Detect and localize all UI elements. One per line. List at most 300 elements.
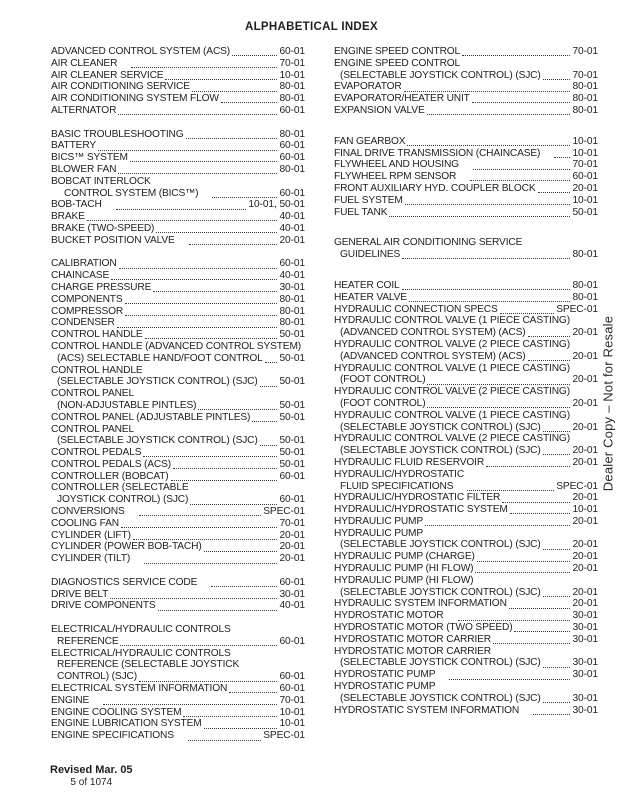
index-entry: [334, 634, 598, 646]
index-entry: [51, 199, 305, 211]
entry-term: FRONT AUXILIARY HYD. COUPLER BLOCK: [334, 182, 536, 194]
dot-leader: [133, 539, 278, 540]
index-entry: [51, 81, 305, 93]
index-entry: [334, 669, 598, 681]
index-entry: [334, 681, 598, 693]
dot-leader: [212, 197, 277, 198]
entry-page: 20-01: [572, 327, 598, 339]
dot-leader: [192, 91, 278, 92]
index-entry: [51, 435, 305, 447]
entry-page: 60-01: [279, 258, 305, 270]
entry-term: HEATER COIL: [334, 279, 400, 291]
dot-leader: [509, 608, 571, 609]
entry-page: 30-01: [572, 669, 598, 681]
dot-leader: [500, 313, 555, 314]
index-entry: [51, 235, 305, 247]
spacer-row: [51, 565, 305, 577]
index-entry: [334, 457, 598, 469]
index-entry: [334, 481, 598, 493]
dot-leader: [165, 79, 277, 80]
index-entry: [51, 730, 305, 742]
dot-leader: [409, 301, 571, 302]
index-entry: [334, 657, 598, 669]
entry-page: 20-01: [572, 456, 598, 468]
entry-term: CHAINCASE: [51, 270, 110, 282]
entry-page: 60-01: [279, 46, 305, 57]
entry-term: FUEL TANK: [334, 206, 388, 218]
dot-leader: [130, 161, 278, 162]
entry-page: 40-01: [279, 270, 305, 282]
entry-page: 50-01: [279, 399, 305, 411]
entry-term: COMPONENTS: [51, 293, 123, 305]
index-column-left: [51, 46, 305, 742]
entry-page: 80-01: [279, 317, 305, 329]
index-entry: [51, 518, 305, 530]
index-entry: [51, 600, 305, 612]
dot-leader: [131, 67, 277, 68]
dot-leader: [543, 667, 571, 668]
entry-term: HYDROSTATIC PUMP: [334, 669, 436, 681]
entry-term: BICS™ SYSTEM: [51, 152, 128, 164]
entry-term: CONTROL PEDALS: [51, 447, 142, 459]
entry-page: 60-01: [279, 635, 305, 647]
dot-leader: [118, 114, 277, 115]
entry-page: 20-01: [572, 563, 598, 575]
dot-leader: [427, 407, 570, 408]
entry-term: CYLINDER (LIFT): [51, 529, 131, 541]
index-entry: [51, 365, 305, 377]
entry-term: (ACS) SELECTABLE HAND/FOOT CONTROL: [57, 352, 263, 364]
entry-term: (SELECTABLE JOYSTICK CONTROL) (SJC): [57, 376, 258, 388]
index-entry: [334, 575, 598, 587]
dot-leader: [402, 258, 570, 259]
entry-term: HYDROSTATIC MOTOR CARRIER: [334, 633, 491, 645]
entry-term: CALIBRATION: [51, 258, 117, 270]
dot-leader: [404, 91, 571, 92]
dot-leader: [449, 679, 570, 680]
entry-term: CONTROL HANDLE (ADVANCED CONTROL SYSTEM): [51, 340, 302, 352]
entry-term: CONTROLLER (BOBCAT): [51, 470, 169, 482]
dot-leader: [252, 421, 277, 422]
entry-page: 30-01: [572, 622, 598, 634]
index-entry: [334, 327, 598, 339]
index-entry: [334, 351, 598, 363]
entry-term: BATTERY: [51, 140, 96, 152]
index-entry: [334, 528, 598, 540]
entry-page: 60-01: [279, 671, 305, 683]
entry-page: 20-01: [279, 541, 305, 553]
index-entry: [334, 504, 598, 516]
entry-page: 80-01: [572, 81, 598, 93]
dot-leader: [153, 291, 277, 292]
entry-term: HYDRAULIC PUMP: [334, 515, 424, 527]
dot-leader: [475, 572, 570, 573]
entry-term: HYDROSTATIC MOTOR: [334, 610, 444, 622]
entry-term: BLOWER FAN: [51, 163, 117, 175]
entry-page: 50-01: [279, 458, 305, 470]
entry-term: ENGINE LUBRICATION SYSTEM: [51, 718, 202, 730]
index-entry: [334, 136, 598, 148]
entry-page: 50-01: [279, 352, 305, 364]
index-entry: [334, 46, 598, 58]
dot-leader: [171, 480, 278, 481]
index-entry: [51, 329, 305, 341]
index-entry: [51, 282, 305, 294]
entry-term: HYDRAULIC SYSTEM INFORMATION: [334, 598, 507, 610]
index-entry: [51, 671, 305, 683]
index-entry: [334, 516, 598, 528]
entry-term: (SELECTABLE JOYSTICK CONTROL) (SJC): [340, 586, 541, 598]
dot-leader: [265, 362, 278, 363]
entry-term: ELECTRICAL SYSTEM INFORMATION: [51, 683, 228, 695]
dot-leader: [125, 303, 278, 304]
dot-leader: [189, 244, 278, 245]
entry-term: CONTROL) (SJC): [57, 671, 137, 683]
dot-leader: [470, 180, 570, 181]
index-entry: [51, 152, 305, 164]
index-entry: [51, 376, 305, 388]
dot-leader: [538, 192, 571, 193]
index-entry: [51, 105, 305, 117]
dot-leader: [543, 431, 571, 432]
index-entry: [51, 129, 305, 141]
index-entry: [51, 589, 305, 601]
entry-term: (FOOT CONTROL): [340, 397, 426, 409]
index-entry: [334, 304, 598, 316]
dot-leader: [543, 702, 571, 703]
index-entry: [334, 70, 598, 82]
index-entry: [51, 176, 305, 188]
dot-leader: [528, 360, 571, 361]
dot-leader: [111, 279, 277, 280]
dot-leader: [156, 232, 277, 233]
entry-term: HYDRAULIC CONTROL VALVE (1 PIECE CASTING): [334, 315, 570, 327]
entry-page: 60-01: [279, 683, 305, 695]
entry-term: HYDROSTATIC MOTOR CARRIER: [334, 645, 491, 657]
index-entry: [51, 400, 305, 412]
index-entry: [51, 353, 305, 365]
entry-term: EVAPORATOR: [334, 81, 402, 93]
entry-term: FINAL DRIVE TRANSMISSION (CHAINCASE): [334, 147, 541, 159]
index-entry: [51, 541, 305, 553]
index-entry: [334, 195, 598, 207]
dot-leader: [103, 704, 277, 705]
dot-leader: [502, 502, 570, 503]
entry-term: HYDROSTATIC SYSTEM INFORMATION: [334, 704, 520, 716]
dot-leader: [472, 102, 571, 103]
entry-page: 20-01: [572, 445, 598, 457]
index-entry: [51, 412, 305, 424]
entry-term: BOBCAT INTERLOCK: [51, 175, 151, 187]
index-entry: [51, 683, 305, 695]
spacer-row: [51, 117, 305, 129]
dot-leader: [467, 490, 554, 491]
index-entry: [51, 306, 305, 318]
dot-leader: [119, 268, 278, 269]
index-entry: [334, 237, 598, 249]
dot-leader: [118, 173, 277, 174]
entry-term: BOB-TACH: [51, 199, 102, 211]
dot-leader: [427, 114, 571, 115]
spacer-row: [334, 117, 598, 136]
entry-page: 30-01: [572, 704, 598, 716]
dot-leader: [110, 598, 277, 599]
index-entry: [51, 447, 305, 459]
entry-term: ENGINE SPEED CONTROL: [334, 46, 461, 57]
entry-term: HYDRAULIC FLUID RESERVOIR: [334, 456, 485, 468]
page-footer: [50, 764, 133, 788]
entry-page: 60-01: [279, 470, 305, 482]
entry-page: 20-01: [572, 350, 598, 362]
index-entry: [51, 317, 305, 329]
index-entry: [334, 386, 598, 398]
entry-page: 30-01: [572, 657, 598, 669]
dealer-copy-watermark: Dealer Copy – Not for Resale: [600, 315, 616, 492]
index-entry: [51, 494, 305, 506]
index-entry: [51, 140, 305, 152]
dot-leader: [87, 220, 278, 221]
entry-page: 20-01: [572, 539, 598, 551]
dot-leader: [98, 150, 277, 151]
entry-page: 50-01: [279, 435, 305, 447]
entry-term: ENGINE: [51, 694, 90, 706]
dot-leader: [405, 204, 571, 205]
index-entry: [51, 270, 305, 282]
index-entry: [334, 363, 598, 375]
entry-term: CONTROL PEDALS (ACS): [51, 458, 172, 470]
index-entry: [334, 705, 598, 717]
dot-leader: [543, 79, 571, 80]
entry-term: CONDENSER: [51, 317, 115, 329]
dot-leader: [486, 466, 570, 467]
entry-term: FUEL SYSTEM: [334, 194, 403, 206]
index-entry: [334, 610, 598, 622]
entry-term: (ADVANCED CONTROL SYSTEM) (ACS): [340, 350, 526, 362]
entry-page: 60-01: [572, 171, 598, 183]
index-entry: [334, 148, 598, 160]
entry-term: EVAPORATOR/HEATER UNIT: [334, 93, 470, 105]
entry-page: 10-01, 50-01: [248, 199, 305, 211]
entry-term: (SELECTABLE JOYSTICK CONTROL) (SJC): [340, 445, 541, 457]
entry-term: (SELECTABLE JOYSTICK CONTROL) (SJC): [340, 69, 541, 81]
entry-page: SPEC-01: [263, 506, 305, 518]
entry-page: 60-01: [279, 104, 305, 116]
entry-page: 60-01: [279, 140, 305, 152]
index-entry: [334, 422, 598, 434]
entry-term: FLUID SPECIFICATIONS: [340, 480, 454, 492]
entry-page: 30-01: [572, 692, 598, 704]
index-entry: [51, 553, 305, 565]
entry-page: 20-01: [572, 598, 598, 610]
entry-page: 80-01: [572, 279, 598, 291]
entry-term: CONTROL PANEL (ADJUSTABLE PINTLES): [51, 411, 251, 423]
entry-term: CYLINDER (TILT): [51, 553, 131, 565]
entry-term: HYDRAULIC PUMP (HI FLOW): [334, 574, 474, 586]
entry-term: HYDROSTATIC PUMP: [334, 681, 436, 693]
index-entry: [51, 46, 305, 58]
index-entry: [334, 280, 598, 292]
dot-leader: [543, 454, 571, 455]
entry-term: HYDRAULIC PUMP (CHARGE): [334, 551, 475, 563]
entry-page: 20-01: [279, 234, 305, 246]
entry-term: HEATER VALVE: [334, 291, 407, 303]
index-entry: [51, 164, 305, 176]
index-entry: [51, 471, 305, 483]
entry-page: 20-01: [572, 421, 598, 433]
entry-page: 80-01: [572, 291, 598, 303]
dot-leader: [514, 631, 570, 632]
entry-page: 10-01: [572, 147, 598, 159]
dot-leader: [204, 551, 278, 552]
dot-leader: [543, 549, 571, 550]
dot-leader: [125, 315, 277, 316]
entry-page: 70-01: [279, 57, 305, 69]
entry-page: 70-01: [572, 69, 598, 81]
entry-term: (ADVANCED CONTROL SYSTEM) (ACS): [340, 327, 526, 339]
entry-term: CONTROL PANEL: [51, 388, 134, 400]
index-entry: [51, 482, 305, 494]
entry-page: 10-01: [279, 69, 305, 81]
dot-leader: [232, 55, 277, 56]
dot-leader: [528, 336, 571, 337]
index-entry: [334, 433, 598, 445]
dot-leader: [473, 169, 571, 170]
index-entry: [334, 551, 598, 563]
entry-page: 50-01: [279, 447, 305, 459]
dot-leader: [533, 714, 570, 715]
page-number: 5 of 1074: [70, 777, 113, 788]
entry-term: HYDRAULIC/HYDROSTATIC FILTER: [334, 492, 501, 504]
page-title: ALPHABETICAL INDEX: [245, 21, 378, 33]
dot-leader: [117, 327, 278, 328]
entry-page: 40-01: [279, 222, 305, 234]
index-entry: [334, 183, 598, 195]
entry-page: 80-01: [279, 81, 305, 93]
entry-term: HYDRAULIC/HYDROSTATIC: [334, 468, 465, 480]
entry-term: ELECTRICAL/HYDRAULIC CONTROLS: [51, 624, 231, 636]
entry-term: GUIDELINES: [340, 249, 401, 261]
index-entry: [51, 624, 305, 636]
index-entry: [334, 445, 598, 457]
entry-page: 60-01: [279, 576, 305, 588]
index-entry: [334, 693, 598, 705]
dot-leader: [260, 445, 278, 446]
entry-term: ALTERNATOR: [51, 104, 117, 116]
dot-leader: [543, 596, 571, 597]
index-entry: [51, 530, 305, 542]
entry-page: 30-01: [572, 610, 598, 622]
dot-leader: [493, 643, 570, 644]
index-entry: [51, 341, 305, 353]
index-entry: [51, 388, 305, 400]
entry-page: 10-01: [279, 706, 305, 718]
index-entry: [334, 539, 598, 551]
entry-term: (SELECTABLE JOYSTICK CONTROL) (SJC): [340, 692, 541, 704]
entry-page: 10-01: [572, 194, 598, 206]
dot-leader: [121, 527, 277, 528]
entry-page: 10-01: [279, 718, 305, 730]
entry-page: 60-01: [279, 187, 305, 199]
entry-term: FLYWHEEL RPM SENSOR: [334, 171, 457, 183]
entry-term: CONVERSIONS: [51, 506, 125, 518]
entry-term: DIAGNOSTICS SERVICE CODE: [51, 576, 198, 588]
dot-leader: [143, 456, 277, 457]
index-entry: [334, 469, 598, 481]
entry-term: (NON-ADJUSTABLE PINTLES): [57, 399, 197, 411]
dot-leader: [389, 216, 570, 217]
entry-page: 80-01: [572, 93, 598, 105]
dot-leader: [211, 586, 277, 587]
entry-term: DRIVE COMPONENTS: [51, 600, 156, 612]
index-entry: [334, 207, 598, 219]
entry-page: 10-01: [572, 504, 598, 516]
entry-page: 20-01: [572, 397, 598, 409]
entry-page: 20-01: [572, 515, 598, 527]
entry-page: 80-01: [572, 104, 598, 116]
dot-leader: [458, 620, 571, 621]
dot-leader: [116, 209, 247, 210]
index-entry: [334, 171, 598, 183]
spacer-row: [334, 218, 598, 237]
entry-term: ENGINE COOLING SYSTEM: [51, 706, 182, 718]
index-entry: [334, 622, 598, 634]
index-entry: [334, 159, 598, 171]
index-entry: [51, 258, 305, 270]
index-entry: [51, 70, 305, 82]
entry-page: 20-01: [279, 529, 305, 541]
index-entry: [51, 707, 305, 719]
entry-term: AIR CONDITIONING SYSTEM FLOW: [51, 93, 219, 105]
index-entry: [334, 563, 598, 575]
entry-term: HYDRAULIC CONTROL VALVE (1 PIECE CASTING): [334, 409, 570, 421]
entry-term: (SELECTABLE JOYSTICK CONTROL) (SJC): [57, 435, 258, 447]
entry-page: 70-01: [279, 517, 305, 529]
index-entry: [334, 315, 598, 327]
dot-leader: [120, 645, 277, 646]
index-entry: [51, 294, 305, 306]
entry-term: REFERENCE: [57, 635, 119, 647]
dot-leader: [145, 338, 278, 339]
entry-term: CONTROL HANDLE: [51, 364, 143, 376]
index-entry: [51, 223, 305, 235]
spacer-row: [51, 612, 305, 624]
entry-page: 70-01: [279, 694, 305, 706]
entry-term: FAN GEARBOX: [334, 135, 406, 147]
entry-page: 50-01: [279, 329, 305, 341]
index-entry: [51, 636, 305, 648]
entry-page: SPEC-01: [556, 480, 598, 492]
entry-page: 80-01: [279, 293, 305, 305]
index-entry: [51, 718, 305, 730]
index-entry: [51, 506, 305, 518]
entry-term: HYDROSTATIC MOTOR (TWO SPEED): [334, 622, 513, 634]
dot-leader: [229, 692, 277, 693]
index-entry: [51, 58, 305, 70]
entry-term: CONTROL PANEL: [51, 423, 134, 435]
entry-term: CYLINDER (POWER BOB-TACH): [51, 541, 202, 553]
entry-term: (SELECTABLE JOYSTICK CONTROL) (SJC): [340, 657, 541, 669]
dot-leader: [183, 716, 277, 717]
dot-leader: [188, 740, 261, 741]
entry-page: SPEC-01: [263, 730, 305, 742]
entry-page: 80-01: [572, 249, 598, 261]
entry-page: SPEC-01: [556, 303, 598, 315]
dot-leader: [186, 138, 278, 139]
index-entry: [334, 58, 598, 70]
entry-page: 20-01: [279, 553, 305, 565]
entry-term: JOYSTICK CONTROL) (SJC): [57, 494, 189, 506]
entry-term: AIR CLEANER SERVICE: [51, 69, 164, 81]
